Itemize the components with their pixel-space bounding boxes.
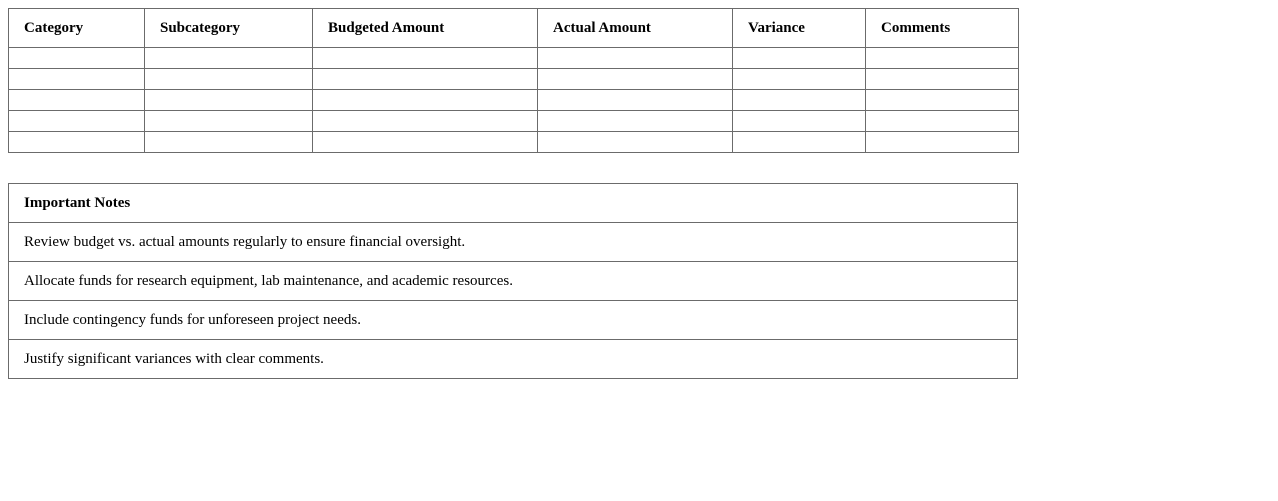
table-cell	[313, 48, 538, 69]
table-cell	[733, 90, 866, 111]
table-cell	[313, 111, 538, 132]
table-row	[9, 48, 1019, 69]
note-row	[9, 301, 1018, 340]
notes-header-row	[9, 184, 1018, 223]
table-cell	[866, 69, 1019, 90]
table-cell	[145, 69, 313, 90]
note-item: Justify significant variances with clear comments.	[9, 340, 1018, 379]
table-cell	[9, 48, 145, 69]
table-cell	[145, 111, 313, 132]
table-cell	[538, 132, 733, 153]
table-cell	[538, 111, 733, 132]
note-item: Include contingency funds for unforeseen project needs.	[9, 301, 1018, 340]
note-row	[9, 223, 1018, 262]
table-header-row	[9, 9, 1019, 48]
column-header-subcategory: Subcategory	[145, 9, 313, 48]
table-cell	[145, 90, 313, 111]
table-row	[9, 132, 1019, 153]
table-cell	[9, 132, 145, 153]
table-cell	[733, 48, 866, 69]
table-cell	[866, 90, 1019, 111]
table-cell	[9, 69, 145, 90]
column-header-actual-amount: Actual Amount	[538, 9, 733, 48]
important-notes-table	[8, 183, 1018, 379]
table-cell	[733, 111, 866, 132]
table-cell	[313, 132, 538, 153]
table-cell	[538, 69, 733, 90]
table-cell	[145, 132, 313, 153]
note-item: Review budget vs. actual amounts regularly to ensure financial oversight.	[9, 223, 1018, 262]
table-cell	[313, 90, 538, 111]
column-header-variance: Variance	[733, 9, 866, 48]
note-row	[9, 262, 1018, 301]
table-cell	[538, 48, 733, 69]
table-cell	[866, 48, 1019, 69]
table-cell	[9, 111, 145, 132]
table-cell	[9, 90, 145, 111]
column-header-budgeted-amount: Budgeted Amount	[313, 9, 538, 48]
table-cell	[733, 132, 866, 153]
table-row	[9, 69, 1019, 90]
note-item: Allocate funds for research equipment, lab maintenance, and academic resources.	[9, 262, 1018, 301]
table-cell	[866, 111, 1019, 132]
column-header-comments: Comments	[866, 9, 1019, 48]
table-cell	[866, 132, 1019, 153]
column-header-category: Category	[9, 9, 145, 48]
notes-title: Important Notes	[9, 184, 1018, 223]
table-cell	[538, 90, 733, 111]
table-row	[9, 90, 1019, 111]
budget-table	[8, 8, 1019, 153]
table-cell	[733, 69, 866, 90]
table-cell	[145, 48, 313, 69]
table-row	[9, 111, 1019, 132]
table-cell	[313, 69, 538, 90]
note-row	[9, 340, 1018, 379]
